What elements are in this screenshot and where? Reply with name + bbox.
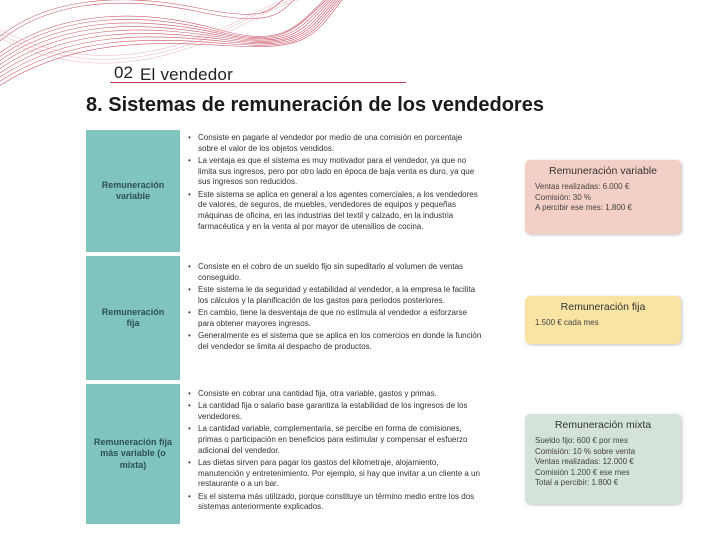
bullet-item: • Consiste en pagarle al vendedor por medio de una comisión en porcentaje sobre el valor de los objetos vendidos.: [186, 133, 482, 154]
section-header: [110, 62, 406, 83]
bullet-item: • Generalmente es el sistema que se aplica en los comercios en donde la función del vendedor se limita al despacho de productos.: [186, 331, 482, 352]
bullet-list: [186, 389, 482, 515]
bullet-item: • Consiste en el cobro de un sueldo fijo sin supeditarlo al volumen de ventas conseguido.: [186, 262, 482, 283]
card-title: Remuneración fija: [560, 301, 646, 313]
row-fixed: [86, 256, 684, 380]
bullet-item: • En cambio, tiene la desventaja de que no estimula al vendedor a esforzarse para obtener mayores ingresos.: [186, 308, 482, 329]
card-line: A percibir ese mes: 1.800 €: [535, 203, 632, 212]
card-line: Comisión: 30 %: [535, 192, 592, 202]
card-line: Comisión 1.200 € ese mes: [535, 467, 630, 477]
card-line: 1.500 € cada mes: [535, 318, 599, 327]
section-title: El vendedor: [140, 65, 233, 84]
card-line: Ventas realizadas: 12.000 €: [535, 457, 634, 466]
example-card-fixed: [525, 296, 681, 344]
row-label-box: [86, 256, 180, 380]
card-line: Total a percibir: 1.800 €: [535, 478, 619, 487]
row-label: Remuneración variable: [101, 179, 165, 201]
bullet-item: • La ventaja es que el sistema es muy motivador para el vendedor, ya que no limita sus ingresos, pero por otro lado en época de baja venta es duro, ya que sus ingresos son reducidos.: [186, 156, 482, 188]
card-title: Remuneración variable: [549, 165, 657, 177]
bullet-item: • Este sistema le da seguridad y estabilidad al vendedor, a la empresa le facilita los cálculos y la planificación de los gastos para periodos posteriores.: [186, 285, 482, 306]
card-line: Ventas realizadas: 6.000 €: [535, 182, 630, 191]
card-line: Sueldo fijo: 600 € por mes: [535, 436, 628, 445]
card-line: Comisión: 10 % sobre venta: [535, 446, 636, 456]
row-mixed: [86, 384, 684, 524]
example-card-variable: [525, 160, 681, 234]
card-title: Remuneración mixta: [554, 419, 652, 431]
bullet-list: [186, 133, 482, 234]
bullet-item: • La cantidad variable, complementaria, se percibe en forma de comisiones, primas o participación en beneficios para estimular y compensar el esfuerzo adicional del vendedor.: [186, 424, 482, 456]
section-number: 02: [114, 63, 133, 82]
row-label: Remuneración fija: [101, 306, 165, 328]
row-variable: [86, 130, 684, 252]
decorative-swoosh: [0, 0, 720, 100]
bullet-item: • Es el sistema más utilizado, porque constituye un término medio entre los dos sistemas anteriormente explicados.: [186, 492, 482, 513]
bullet-list: [186, 262, 482, 354]
bullet-item: • Este sistema se aplica en general a los agentes comerciales, a los vendedores de valores, de seguros, de muebles, vendedores de equipos y pequeñas máquinas de oficina, en las industrias del textil y calzado, en la industria farmacéutica y en la venta al por mayor de utensilios de cocina.: [186, 190, 482, 233]
bullet-item: • Las dietas sirven para pagar los gastos del kilometraje, alojamiento, manutención y entretenimiento. Por ejemplo, si hay que invitar a un cliente a un restaurante o a un bar.: [186, 458, 482, 490]
bullet-item: • La cantidad fija o salario base garantiza la estabilidad de los ingresos de los vendedores.: [186, 401, 482, 422]
row-label: Remuneración fija más variable (o mixta): [93, 437, 173, 470]
row-label-box: [86, 384, 180, 524]
bullet-item: • Consiste en cobrar una cantidad fija, otra variable, gastos y primas.: [186, 389, 482, 400]
slide-title: 8. Sistemas de remuneración de los vendedores: [86, 94, 544, 116]
example-card-mixed: [525, 414, 681, 504]
row-label-box: [86, 130, 180, 252]
